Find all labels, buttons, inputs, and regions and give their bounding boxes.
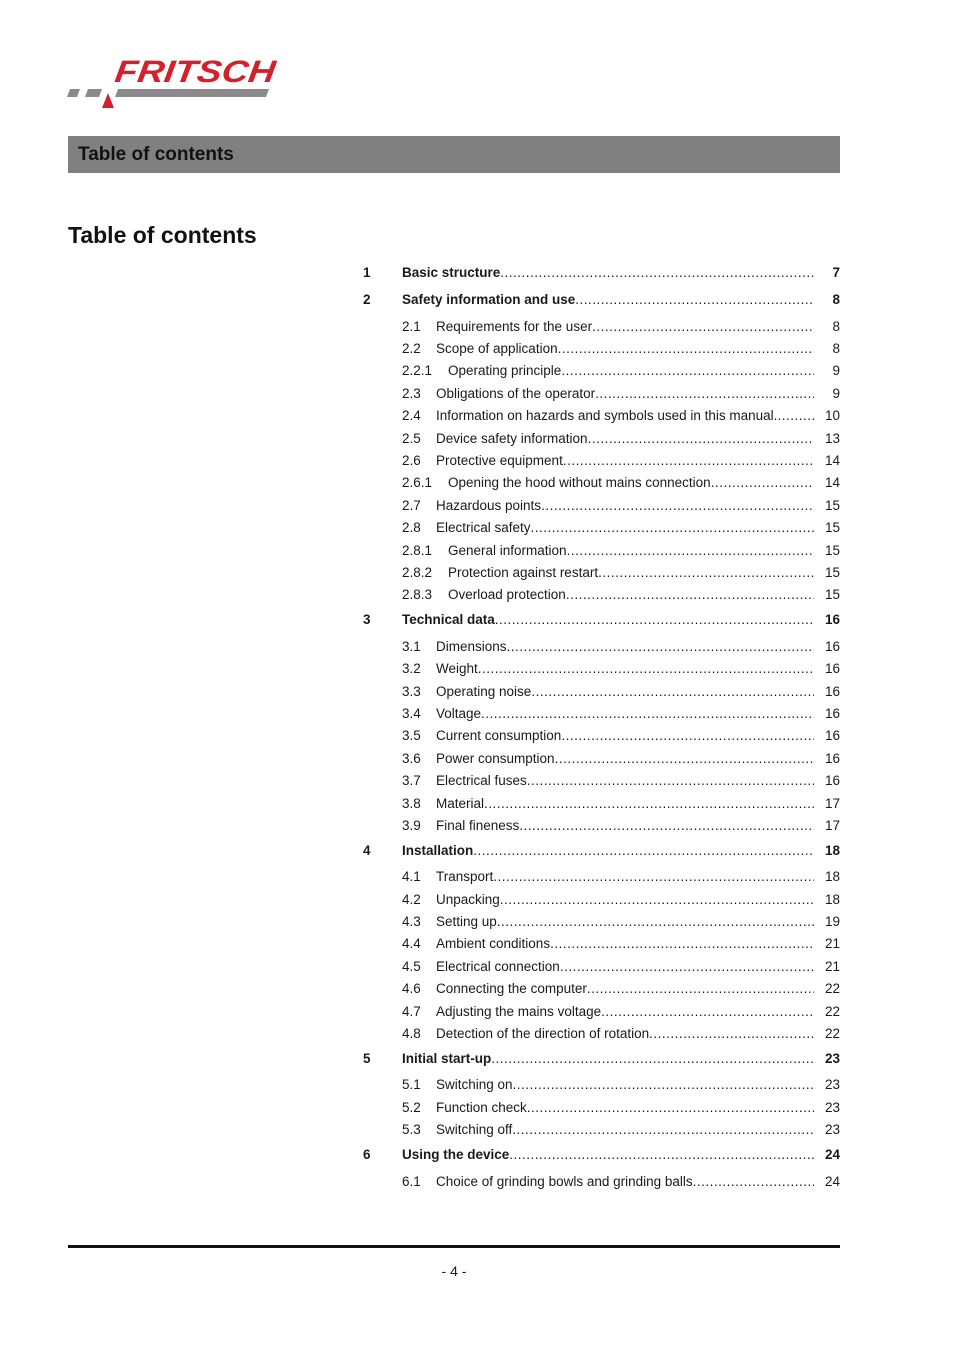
fritsch-logo-graphic — [66, 52, 286, 114]
toc-entry-number: 1 — [363, 265, 371, 280]
toc-entry-title-text: Setting up — [436, 914, 497, 930]
toc-entry[interactable] — [363, 792, 840, 814]
toc-entry-title — [448, 587, 814, 602]
toc-entry[interactable] — [363, 888, 840, 910]
toc-entry-page: 23 — [824, 1122, 840, 1138]
footer-divider — [68, 1245, 840, 1248]
toc-entry[interactable] — [363, 539, 840, 561]
toc-entry[interactable] — [363, 494, 840, 516]
toc-entry-number: 2.8 — [402, 520, 421, 536]
toc-entry-number: 3.5 — [402, 728, 421, 744]
toc-entry-number: 2.8.2 — [402, 564, 433, 580]
toc-entry-number: 5.2 — [402, 1099, 421, 1115]
toc-entry-number: 5.1 — [402, 1077, 421, 1093]
toc-entry-page: 23 — [824, 1099, 840, 1115]
toc-entry-number: 5.3 — [402, 1122, 421, 1138]
toc-entry-page: 8 — [832, 318, 840, 334]
toc-entry[interactable] — [363, 427, 840, 449]
toc-entry-title-text: Final fineness — [436, 817, 520, 833]
toc-entry-number: 6 — [363, 1146, 371, 1162]
toc-entry-title-text: Operating principle — [448, 363, 562, 379]
toc-entry[interactable] — [363, 657, 840, 679]
toc-entry-title — [436, 914, 814, 929]
toc-entry[interactable] — [363, 259, 840, 286]
toc-entry-number: 4.6 — [402, 981, 421, 997]
toc-entry-title-text: Opening the hood without mains connection — [448, 475, 711, 491]
toc-entry-page: 16 — [824, 638, 840, 654]
toc-entry[interactable] — [363, 472, 840, 494]
toc-entry-number: 2 — [363, 292, 371, 307]
toc-entry[interactable] — [363, 449, 840, 471]
toc-entry-title — [436, 1100, 814, 1115]
toc-entry-page: 16 — [824, 728, 840, 744]
toc-entry-number: 2.8.3 — [402, 587, 433, 603]
toc-entry-title — [436, 520, 814, 535]
toc-entry-title-text: Adjusting the mains voltage — [436, 1003, 602, 1019]
toc-entry-title — [436, 751, 814, 766]
toc-entry[interactable] — [363, 955, 840, 977]
toc-entry-title-text: Switching off — [436, 1122, 513, 1138]
toc-entry-page: 10 — [824, 408, 840, 424]
toc-entry-title — [402, 843, 814, 858]
fritsch-logo — [66, 52, 286, 114]
toc-entry-title-text: Power consumption — [436, 750, 555, 766]
toc-entry-number: 4.8 — [402, 1026, 421, 1042]
toc-entry-number: 6.1 — [402, 1173, 421, 1189]
toc-entry[interactable] — [363, 1045, 840, 1072]
toc-entry-page: 16 — [824, 683, 840, 699]
toc-entry[interactable] — [363, 866, 840, 888]
toc-entry-page: 16 — [824, 773, 840, 789]
toc-entry-page: 22 — [824, 1026, 840, 1042]
toc-entry[interactable] — [363, 606, 840, 633]
toc-entry-page: 8 — [832, 341, 840, 357]
toc-entry-number: 2.2.1 — [402, 363, 433, 379]
toc-entry-page: 9 — [832, 385, 840, 401]
toc-entry-title — [436, 319, 814, 334]
toc-entry[interactable] — [363, 837, 840, 864]
toc-entry-page: 17 — [824, 817, 840, 833]
toc-entry-title — [436, 936, 814, 951]
toc-entry-number: 3.7 — [402, 773, 421, 789]
toc-entry-title-text: Overload protection — [448, 587, 566, 603]
toc-entry[interactable] — [363, 337, 840, 359]
toc-entry[interactable] — [363, 1119, 840, 1141]
toc-entry-number: 3.6 — [402, 750, 421, 766]
toc-entry-title-text: Protective equipment — [436, 453, 563, 469]
toc-entry-title — [448, 543, 814, 558]
toc-entry-title-text: Transport — [436, 869, 494, 885]
toc-entry-number: 4 — [363, 842, 371, 858]
page-title: Table of contents — [68, 222, 257, 248]
toc-entry-page: 15 — [824, 564, 840, 580]
toc-entry-number: 2.6.1 — [402, 475, 433, 491]
toc-entry-title-text: Choice of grinding bowls and grinding balls — [436, 1173, 693, 1189]
toc-entry-title-text: Dimensions — [436, 638, 507, 654]
toc-entry[interactable] — [363, 814, 840, 836]
toc-entry-title — [402, 292, 814, 307]
toc-entry-number: 2.6 — [402, 453, 421, 469]
toc-entry[interactable] — [363, 382, 840, 404]
toc-entry[interactable] — [363, 1141, 840, 1168]
toc-entry-title-text: Technical data — [402, 612, 495, 628]
table-of-contents — [363, 259, 840, 1192]
toc-entry[interactable] — [363, 561, 840, 583]
toc-entry-page: 23 — [824, 1050, 840, 1066]
toc-entry-title — [436, 869, 814, 884]
toc-entry-title-text: Scope of application — [436, 341, 558, 357]
toc-entry-title-text: Electrical safety — [436, 520, 531, 536]
toc-entry[interactable] — [363, 910, 840, 932]
toc-entry-title — [436, 639, 814, 654]
toc-entry-title-text: Detection of the direction of rotation — [436, 1026, 650, 1042]
toc-entry-title-text: General information — [448, 542, 567, 558]
page-number: - 4 - — [441, 1263, 467, 1279]
toc-entry-number: 4.5 — [402, 958, 421, 974]
toc-entry-page: 16 — [824, 705, 840, 721]
toc-entry-page: 18 — [824, 842, 840, 858]
toc-entry-title — [448, 363, 814, 378]
toc-entry-title — [402, 1147, 814, 1162]
toc-entry-page: 23 — [824, 1077, 840, 1093]
toc-entry-number: 2.2 — [402, 341, 421, 357]
toc-entry[interactable] — [363, 584, 840, 606]
toc-entry-number: 2.5 — [402, 430, 421, 446]
toc-entry-title — [436, 818, 814, 833]
toc-entry-title — [448, 475, 814, 490]
toc-entry-title — [402, 1051, 814, 1066]
toc-entry-title-text: Unpacking — [436, 891, 500, 907]
toc-entry-title-text: Switching on — [436, 1077, 513, 1093]
toc-entry-page: 15 — [824, 587, 840, 603]
toc-entry-number: 2.4 — [402, 408, 421, 424]
toc-entry-title — [436, 1004, 814, 1019]
toc-entry-page: 15 — [824, 520, 840, 536]
toc-entry[interactable] — [363, 315, 840, 337]
toc-entry-title — [436, 498, 814, 513]
toc-entry-title — [436, 728, 814, 743]
toc-entry-number: 3 — [363, 612, 371, 628]
toc-entry-page: 24 — [824, 1173, 840, 1189]
toc-entry-title — [436, 706, 814, 721]
toc-entry[interactable] — [363, 1022, 840, 1044]
toc-entry-title-text: Obligations of the operator — [436, 385, 596, 401]
toc-entry-number: 3.9 — [402, 817, 421, 833]
toc-entry-title — [436, 684, 814, 699]
toc-entry-title-text: Basic structure — [402, 265, 501, 280]
toc-entry-title — [436, 408, 814, 423]
toc-entry-title — [436, 661, 814, 676]
toc-entry[interactable] — [363, 769, 840, 791]
toc-entry-page: 14 — [824, 475, 840, 491]
toc-entry-title — [402, 612, 814, 627]
toc-entry-page: 21 — [824, 958, 840, 974]
toc-entry-title-text: Installation — [402, 842, 474, 858]
toc-entry-number: 4.7 — [402, 1003, 421, 1019]
toc-entry-page: 16 — [824, 612, 840, 628]
toc-entry[interactable] — [363, 702, 840, 724]
toc-entry-title-text: Information on hazards and symbols used in this manual. — [436, 408, 778, 424]
toc-entry-title-text: Operating noise — [436, 683, 532, 699]
toc-entry-page: 9 — [832, 363, 840, 379]
toc-entry-title — [436, 341, 814, 356]
toc-entry-number: 2.3 — [402, 385, 421, 401]
toc-entry-page: 17 — [824, 795, 840, 811]
toc-entry-page: 15 — [824, 542, 840, 558]
toc-entry-title — [436, 981, 814, 996]
toc-entry[interactable] — [363, 286, 840, 313]
toc-entry-number: 2.7 — [402, 497, 421, 513]
toc-entry[interactable] — [363, 933, 840, 955]
toc-entry-number: 3.1 — [402, 638, 421, 654]
toc-entry-title — [436, 773, 814, 788]
toc-entry-title-text: Device safety information — [436, 430, 588, 446]
toc-entry[interactable] — [363, 1000, 840, 1022]
toc-entry-page: 8 — [832, 292, 840, 307]
toc-entry[interactable] — [363, 725, 840, 747]
toc-entry-page: 19 — [824, 914, 840, 930]
toc-entry-title-text: Connecting the computer — [436, 981, 587, 997]
toc-entry-title-text: Initial start-up — [402, 1050, 492, 1066]
toc-entry-page: 22 — [824, 981, 840, 997]
toc-entry-title-text: Material — [436, 795, 485, 811]
toc-entry-title-text: Using the device — [402, 1146, 510, 1162]
toc-entry-number: 4.3 — [402, 914, 421, 930]
toc-entry-title-text: Voltage — [436, 705, 482, 721]
toc-entry-title — [436, 386, 814, 401]
toc-entry-title-text: Hazardous points — [436, 497, 542, 513]
toc-entry-title-text: Current consumption — [436, 728, 562, 744]
toc-entry-page: 13 — [824, 430, 840, 446]
toc-entry[interactable] — [363, 680, 840, 702]
toc-entry-title-text: Protection against restart — [448, 564, 599, 580]
toc-entry-page: 18 — [824, 891, 840, 907]
toc-entry-page: 16 — [824, 750, 840, 766]
toc-entry-number: 2.8.1 — [402, 542, 433, 558]
toc-entry-number: 3.8 — [402, 795, 421, 811]
toc-entry[interactable] — [363, 405, 840, 427]
toc-entry-page: 18 — [824, 869, 840, 885]
section-header-title: Table of contents — [78, 144, 234, 165]
toc-entry[interactable] — [363, 747, 840, 769]
toc-entry-page: 22 — [824, 1003, 840, 1019]
toc-entry-number: 5 — [363, 1050, 371, 1066]
toc-entry-number: 4.1 — [402, 869, 421, 885]
toc-entry-number: 3.2 — [402, 661, 421, 677]
toc-entry-title-text: Ambient conditions — [436, 936, 551, 952]
toc-entry-title — [436, 959, 814, 974]
toc-entry-title — [436, 892, 814, 907]
toc-entry[interactable] — [363, 978, 840, 1000]
toc-entry[interactable] — [363, 635, 840, 657]
toc-entry[interactable] — [363, 360, 840, 382]
toc-entry[interactable] — [363, 1170, 840, 1192]
toc-entry-page: 21 — [824, 936, 840, 952]
toc-entry-title-text: Weight — [436, 661, 478, 677]
toc-entry-title-text: Electrical fuses — [436, 773, 527, 789]
toc-entry[interactable] — [363, 1074, 840, 1096]
section-header-bar — [68, 136, 840, 173]
toc-entry-number: 3.3 — [402, 683, 421, 699]
toc-entry-number: 2.1 — [402, 318, 421, 334]
toc-entry-page: 14 — [824, 453, 840, 469]
toc-entry-title-text: Function check — [436, 1099, 527, 1115]
toc-entry[interactable] — [363, 517, 840, 539]
toc-entry-title — [436, 431, 814, 446]
toc-entry-title — [436, 796, 814, 811]
toc-entry-number: 3.4 — [402, 705, 421, 721]
toc-entry-number: 4.2 — [402, 891, 421, 907]
toc-entry[interactable] — [363, 1096, 840, 1118]
toc-entry-title-text: Electrical connection — [436, 958, 560, 974]
logo-wordmark: FRITSCH — [112, 54, 252, 89]
toc-entry-number: 4.4 — [402, 936, 421, 952]
toc-entry-title-text: Safety information and use — [402, 292, 576, 307]
toc-entry-page: 16 — [824, 661, 840, 677]
toc-entry-title — [436, 1026, 814, 1041]
toc-entry-page: 15 — [824, 497, 840, 513]
toc-entry-title — [402, 265, 814, 280]
toc-entry-page: 24 — [824, 1146, 840, 1162]
toc-entry-title-text: Requirements for the user — [436, 318, 593, 334]
toc-entry-title — [448, 565, 814, 580]
toc-entry-title — [436, 1174, 814, 1189]
toc-entry-page: 7 — [832, 265, 840, 280]
toc-entry-title — [436, 1077, 814, 1092]
toc-entry-title — [436, 453, 814, 468]
toc-entry-title — [436, 1122, 814, 1137]
